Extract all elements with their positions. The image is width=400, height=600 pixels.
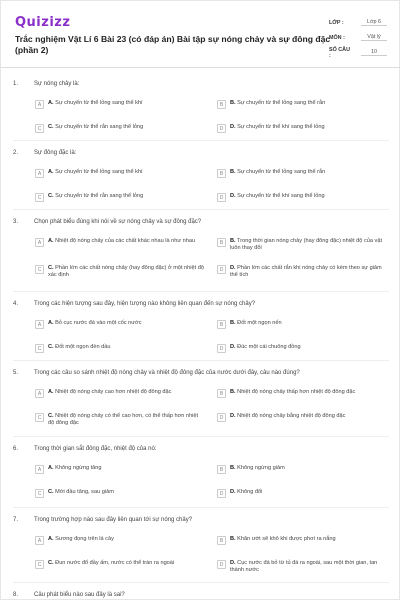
answer-option-c[interactable] xyxy=(35,124,205,138)
meta-row-subject xyxy=(329,30,387,45)
option-letter-box: B xyxy=(217,169,226,178)
option-body: Sự chuyển từ thể lỏng sang thể khí xyxy=(55,100,143,106)
question-number: 7. xyxy=(13,517,19,523)
option-prefix: D. xyxy=(230,560,236,566)
option-prefix: D. xyxy=(230,193,236,199)
option-body: Đốt một ngọn nến xyxy=(237,320,282,326)
option-letter-box: B xyxy=(217,238,226,247)
question-divider xyxy=(13,436,389,437)
answer-option-c[interactable] xyxy=(35,413,205,427)
option-prefix: B. xyxy=(230,389,236,395)
answer-option-a[interactable] xyxy=(35,320,205,334)
option-text xyxy=(48,100,143,107)
option-text xyxy=(48,389,171,396)
option-prefix: C. xyxy=(48,489,54,495)
option-text xyxy=(48,560,174,567)
option-text xyxy=(230,169,325,176)
option-body: Sự chuyển từ thể lỏng sang thể khí xyxy=(55,169,143,175)
option-letter-box: B xyxy=(217,465,226,474)
option-text xyxy=(230,344,301,351)
option-letter-box: C xyxy=(35,124,44,133)
option-letter-box: A xyxy=(35,100,44,109)
option-text xyxy=(230,100,325,107)
option-text xyxy=(230,389,355,396)
option-letter-box: A xyxy=(35,320,44,329)
answer-option-c[interactable] xyxy=(35,265,205,279)
question-text: Trong các hiện tượng sau đây, hiện tượng nào không liên quan đến sự nóng chảy? xyxy=(34,301,256,307)
option-prefix: B. xyxy=(230,320,236,326)
question-number: 5. xyxy=(13,370,19,376)
option-text xyxy=(230,320,282,327)
answer-option-a[interactable] xyxy=(35,465,205,479)
meta-label: SỐ CÂU : xyxy=(329,46,350,59)
option-prefix: A. xyxy=(48,100,54,106)
option-body: Nhiệt độ nóng chảy bằng nhiệt độ đông đặc xyxy=(237,413,346,419)
option-prefix: D. xyxy=(230,124,236,130)
option-text xyxy=(230,536,336,543)
option-letter-box: D xyxy=(217,124,226,133)
option-letter-box: D xyxy=(217,413,226,422)
answer-option-d[interactable] xyxy=(217,344,387,358)
option-letter-box: C xyxy=(35,413,44,422)
option-text xyxy=(48,238,195,245)
answer-option-d[interactable] xyxy=(217,124,387,138)
option-body: Sự chuyển từ thể rắn sang thể lỏng xyxy=(55,124,144,130)
question-divider xyxy=(13,582,389,583)
option-text xyxy=(230,193,325,200)
option-letter-box: D xyxy=(217,193,226,202)
option-letter-box: D xyxy=(217,344,226,353)
answer-option-c[interactable] xyxy=(35,489,205,503)
option-text xyxy=(48,193,143,200)
option-body: Mới đầu tăng, sau giảm xyxy=(55,489,114,495)
question-divider xyxy=(13,291,389,292)
option-body: Sương đọng trên lá cây xyxy=(55,536,114,542)
option-letter-box: C xyxy=(35,265,44,274)
question-text: Câu phát biểu nào sau đây là sai? xyxy=(34,592,125,598)
question-divider xyxy=(13,209,389,210)
meta-value: Vật lý xyxy=(361,34,387,41)
option-text xyxy=(48,536,114,543)
option-prefix: C. xyxy=(48,560,54,566)
option-prefix: A. xyxy=(48,536,54,542)
option-prefix: C. xyxy=(48,265,54,271)
answer-option-b[interactable] xyxy=(217,238,387,252)
option-text xyxy=(48,124,143,131)
option-prefix: A. xyxy=(48,389,54,395)
meta-row-class xyxy=(329,15,387,30)
option-body: Đốt một ngọn đèn dầu xyxy=(55,344,111,350)
option-body: Đúc một cái chuông đồng xyxy=(237,344,301,350)
option-text xyxy=(230,465,285,472)
option-body: Phần lớn các chất rắn khi nóng chảy có kèm theo sự giảm thể tích xyxy=(230,265,382,278)
option-body: Sự chuyển từ thể khí sang thể lỏng xyxy=(237,124,325,130)
meta-value: 10 xyxy=(361,49,387,56)
option-text xyxy=(48,465,102,472)
question-number: 1. xyxy=(13,81,19,87)
option-text xyxy=(48,169,143,176)
option-prefix: B. xyxy=(230,238,236,244)
question-number: 4. xyxy=(13,301,19,307)
option-prefix: A. xyxy=(48,169,54,175)
option-letter-box: B xyxy=(217,389,226,398)
header-divider xyxy=(1,67,400,68)
answer-option-a[interactable] xyxy=(35,536,205,550)
option-prefix: B. xyxy=(230,536,236,542)
option-body: Nhiệt độ nóng chảy của các chất khác nhau là như nhau xyxy=(55,238,196,244)
option-text xyxy=(230,124,325,131)
answer-option-b[interactable] xyxy=(217,389,387,403)
option-body: Không đổi xyxy=(237,489,263,495)
option-prefix: D. xyxy=(230,413,236,419)
question-number: 2. xyxy=(13,150,19,156)
meta-row-count xyxy=(329,45,387,60)
meta-label: MÔN : xyxy=(329,34,345,41)
answer-option-a[interactable] xyxy=(35,100,205,114)
option-body: Sự chuyển từ thể khí sang thể lỏng xyxy=(237,193,325,199)
answer-option-c[interactable] xyxy=(35,344,205,358)
quiz-meta xyxy=(329,15,387,60)
question-divider xyxy=(13,507,389,508)
option-letter-box: C xyxy=(35,193,44,202)
option-body: Nhiệt độ nóng chảy cao hơn nhiệt độ đông đặc xyxy=(55,389,172,395)
quizizz-logo: Quizizz xyxy=(15,15,71,30)
quiz-title: Trắc nghiệm Vật Lí 6 Bài 23 (có đáp án) Bài tập sự nóng chảy và sự đông đặc (phần 2) xyxy=(15,34,331,55)
option-letter-box: B xyxy=(217,320,226,329)
option-prefix: B. xyxy=(230,465,236,471)
option-body: Phần lớn các chất nóng chảy (hay đông đặc) ở một nhiệt độ xác định xyxy=(48,265,204,278)
answer-option-d[interactable] xyxy=(217,560,387,574)
option-text xyxy=(230,489,262,496)
option-prefix: A. xyxy=(48,320,54,326)
option-body: Bỏ cục nước đá vào một cốc nước xyxy=(55,320,142,326)
answer-option-d[interactable] xyxy=(217,489,387,503)
quiz-header xyxy=(15,15,387,63)
meta-label: LỚP : xyxy=(329,19,344,26)
question-number: 3. xyxy=(13,219,19,225)
option-text xyxy=(230,560,387,574)
option-text xyxy=(230,413,345,420)
option-body: Cục nước đá bỏ từ tủ đá ra ngoài, sau một thời gian, tan thành nước xyxy=(230,560,378,573)
answer-option-b[interactable] xyxy=(217,465,387,479)
option-letter-box: C xyxy=(35,560,44,569)
option-letter-box: C xyxy=(35,344,44,353)
option-text xyxy=(48,265,205,279)
answer-option-b[interactable] xyxy=(217,320,387,334)
answer-option-d[interactable] xyxy=(217,193,387,207)
option-body: Đun nước đổ đầy ấm, nước có thể tràn ra ngoài xyxy=(55,560,175,566)
answer-option-b[interactable] xyxy=(217,536,387,550)
option-letter-box: B xyxy=(217,100,226,109)
option-text xyxy=(230,238,387,252)
answer-option-c[interactable] xyxy=(35,193,205,207)
question-divider xyxy=(13,360,389,361)
answer-option-d[interactable] xyxy=(217,413,387,427)
meta-value: Lớp 6 xyxy=(361,19,387,26)
question-text: Trong trường hợp nào sau đây liên quan tới sự nóng chảy? xyxy=(34,517,193,523)
option-text xyxy=(230,265,387,279)
option-body: Sự chuyển từ thể rắn sang thể lỏng xyxy=(55,193,144,199)
option-prefix: A. xyxy=(48,238,54,244)
option-letter-box: D xyxy=(217,489,226,498)
answer-option-c[interactable] xyxy=(35,560,205,574)
question-text: Trong các câu so sánh nhiệt độ nóng chảy và nhiệt độ đông đặc của nước dưới đây, câu nào đúng? xyxy=(34,370,300,376)
option-text xyxy=(48,344,111,351)
answer-option-a[interactable] xyxy=(35,238,205,252)
answer-option-b[interactable] xyxy=(217,100,387,114)
question-number: 6. xyxy=(13,446,19,452)
option-prefix: B. xyxy=(230,100,236,106)
question-text: Chọn phát biểu đúng khi nói về sự nóng chảy và sự đông đặc? xyxy=(34,219,202,225)
question-text: Trong thời gian sắt đông đặc, nhiệt độ của nó: xyxy=(34,446,157,452)
option-body: Khăn ướt sẽ khô khi được phơi ra nắng xyxy=(237,536,336,542)
question-number: 8. xyxy=(13,592,19,598)
option-letter-box: A xyxy=(35,238,44,247)
option-letter-box: D xyxy=(217,560,226,569)
option-text xyxy=(48,489,114,496)
option-body: Trong thời gian nóng chảy (hay đông đặc) nhiệt độ của vật luôn thay đổi xyxy=(230,238,382,251)
option-letter-box: B xyxy=(217,536,226,545)
option-prefix: C. xyxy=(48,124,54,130)
option-body: Sự chuyển từ thể lỏng sang thể rắn xyxy=(237,169,326,175)
option-prefix: D. xyxy=(230,344,236,350)
answer-option-a[interactable] xyxy=(35,389,205,403)
answer-option-a[interactable] xyxy=(35,169,205,183)
question-text: Sự đông đặc là: xyxy=(34,150,77,156)
option-letter-box: A xyxy=(35,389,44,398)
option-prefix: C. xyxy=(48,344,54,350)
question-text: Sự nóng chảy là: xyxy=(34,81,80,87)
answer-option-b[interactable] xyxy=(217,169,387,183)
question-divider xyxy=(13,140,389,141)
option-prefix: D. xyxy=(230,489,236,495)
option-letter-box: A xyxy=(35,536,44,545)
option-letter-box: A xyxy=(35,465,44,474)
option-body: Sự chuyển từ thể lỏng sang thể rắn xyxy=(237,100,326,106)
option-letter-box: A xyxy=(35,169,44,178)
option-prefix: D. xyxy=(230,265,236,271)
option-prefix: A. xyxy=(48,465,54,471)
option-prefix: B. xyxy=(230,169,236,175)
option-text xyxy=(48,320,142,327)
option-prefix: C. xyxy=(48,193,54,199)
option-body: Không ngừng tăng xyxy=(55,465,102,471)
option-letter-box: C xyxy=(35,489,44,498)
answer-option-d[interactable] xyxy=(217,265,387,279)
option-body: Nhiệt độ nóng chảy thấp hơn nhiệt độ đông đặc xyxy=(237,389,356,395)
option-body: Không ngừng giảm xyxy=(237,465,285,471)
option-text xyxy=(48,413,205,427)
option-prefix: C. xyxy=(48,413,54,419)
option-body: Nhiệt độ nóng chảy có thể cao hơn, có thể thấp hơn nhiệt độ đông đặc xyxy=(48,413,199,426)
option-letter-box: D xyxy=(217,265,226,274)
